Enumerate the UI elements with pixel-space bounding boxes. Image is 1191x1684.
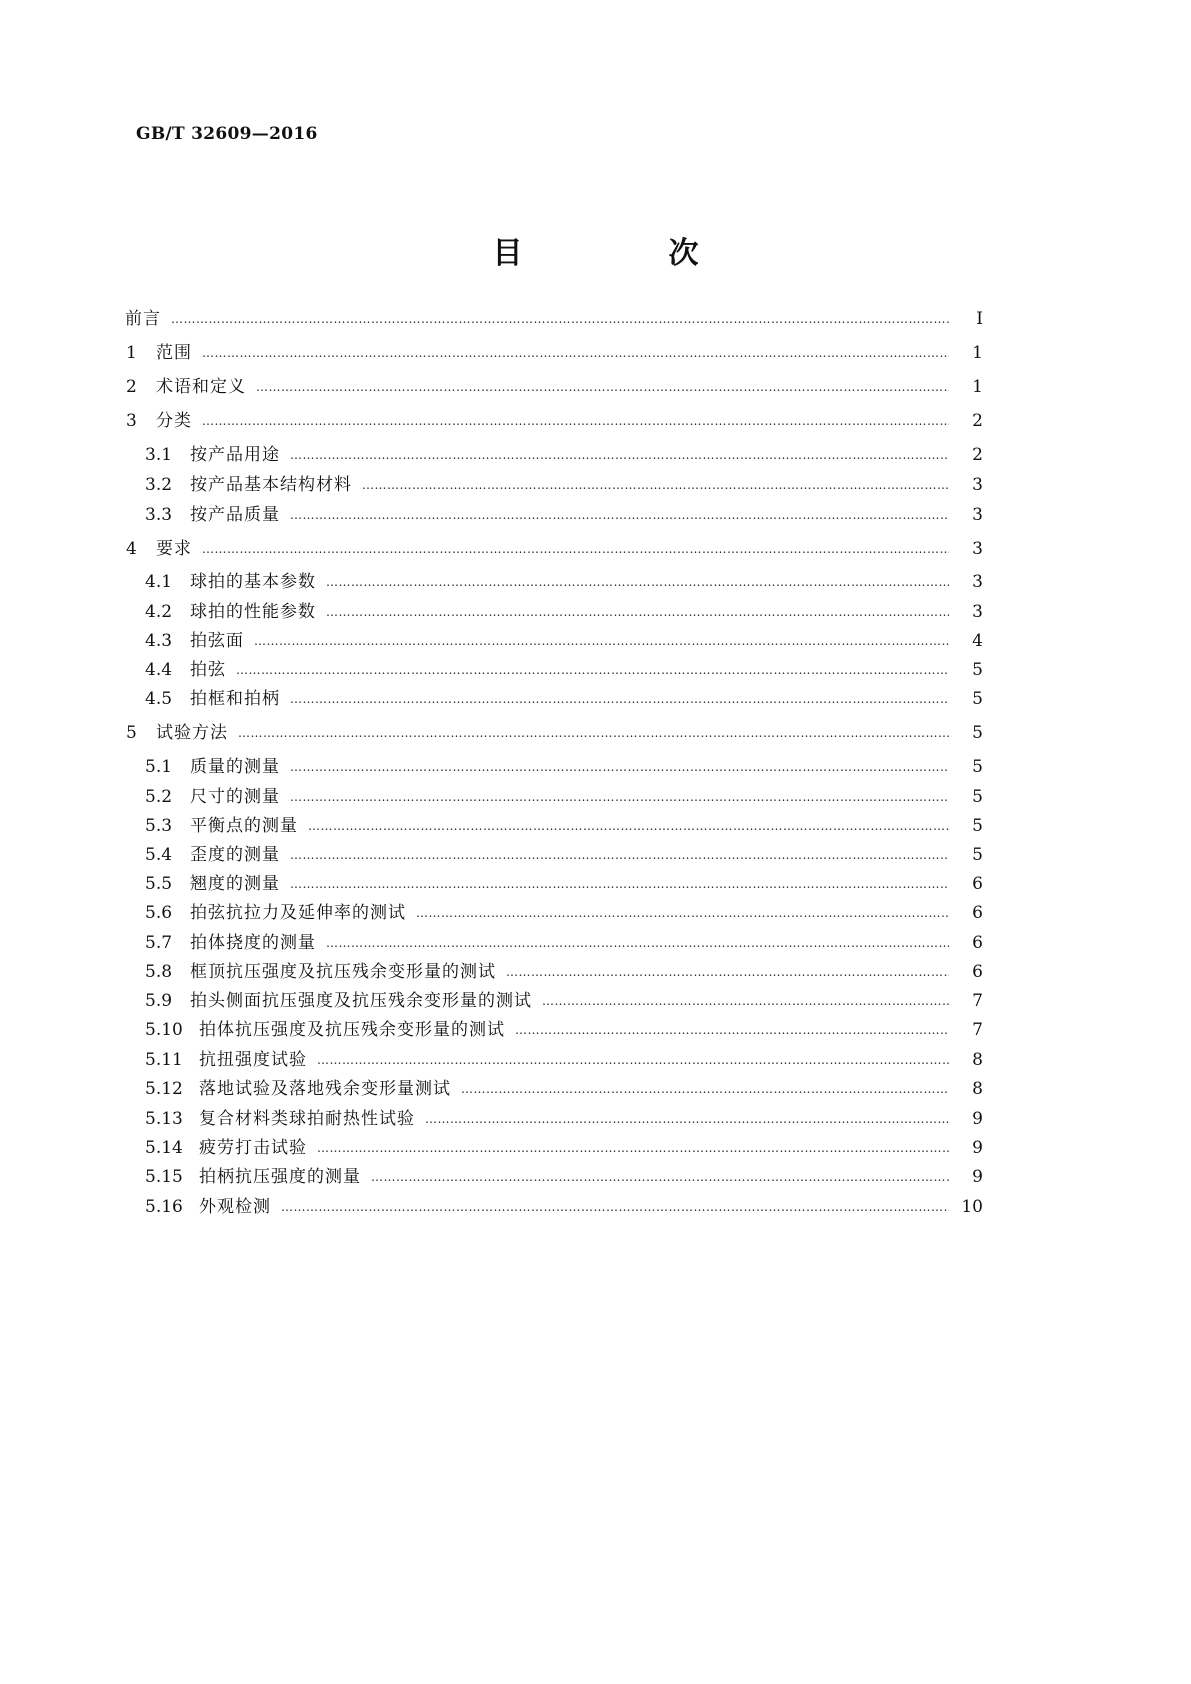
toc-entry-page: 3 xyxy=(972,475,983,495)
toc-entry-label: 范围 xyxy=(156,343,192,363)
toc-entry[interactable] xyxy=(145,628,983,654)
toc-leader-dots xyxy=(256,374,949,400)
toc-leader-dots xyxy=(290,871,949,897)
toc-entry-label: 按产品质量 xyxy=(190,505,280,525)
toc-entry-label: 拍体抗压强度及抗压残余变形量的测试 xyxy=(199,1020,505,1040)
toc-entry-label: 疲劳打击试验 xyxy=(199,1138,307,1158)
toc-entry-page: 8 xyxy=(972,1079,983,1099)
toc-entry-label: 抗扭强度试验 xyxy=(199,1050,307,1070)
toc-entry-page: 3 xyxy=(972,539,983,559)
toc-entry-page: 5 xyxy=(972,787,983,807)
toc-leader-dots xyxy=(317,1047,949,1073)
toc-entry-number: 5.4 xyxy=(145,845,173,865)
toc-entry-label: 按产品用途 xyxy=(190,445,280,465)
toc-entry-number: 5.1 xyxy=(145,757,173,777)
toc-entry-number: 4.3 xyxy=(145,631,173,651)
toc-entry-number: 5.8 xyxy=(145,962,173,982)
toc-leader-dots xyxy=(326,569,949,595)
toc-entry-page: Ⅰ xyxy=(976,309,983,329)
toc-leader-dots xyxy=(425,1106,949,1132)
page-title: 目 次 xyxy=(492,236,757,271)
toc-entry-number: 5.13 xyxy=(145,1109,183,1129)
toc-leader-dots xyxy=(290,754,949,780)
toc-entry-label: 拍弦抗拉力及延伸率的测试 xyxy=(190,903,406,923)
toc-entry-label: 术语和定义 xyxy=(156,377,246,397)
toc-entry-page: 3 xyxy=(972,602,983,622)
toc-entry-label: 落地试验及落地残余变形量测试 xyxy=(199,1079,451,1099)
toc-entry[interactable] xyxy=(145,1135,983,1161)
toc-entry[interactable] xyxy=(145,442,983,468)
toc-entry[interactable] xyxy=(145,813,983,839)
toc-entry-page: 8 xyxy=(972,1050,983,1070)
toc-entry-label: 拍弦 xyxy=(190,660,226,680)
toc-entry-page: 1 xyxy=(972,377,983,397)
toc-leader-dots xyxy=(290,442,949,468)
toc-entry[interactable] xyxy=(145,1047,983,1073)
toc-leader-dots xyxy=(371,1164,949,1190)
toc-entry-page: 5 xyxy=(972,689,983,709)
toc-entry-page: 2 xyxy=(972,411,983,431)
toc-entry-page: 9 xyxy=(972,1138,983,1158)
toc-entry-number: 4.1 xyxy=(145,572,173,592)
toc-entry-page: 7 xyxy=(972,1020,983,1040)
toc-entry[interactable] xyxy=(126,374,983,400)
toc-entry-page: 5 xyxy=(972,757,983,777)
toc-entry-number: 4.4 xyxy=(145,660,173,680)
toc-entry-label: 拍弦面 xyxy=(190,631,244,651)
toc-entry-label: 试验方法 xyxy=(156,723,228,743)
toc-entry[interactable] xyxy=(145,569,983,595)
toc-entry[interactable] xyxy=(145,472,983,498)
toc-entry[interactable] xyxy=(125,306,983,332)
toc-entry-page: 6 xyxy=(972,874,983,894)
toc-entry[interactable] xyxy=(145,502,983,528)
toc-leader-dots xyxy=(238,720,949,746)
toc-entry-page: 7 xyxy=(972,991,983,1011)
toc-entry-number: 4 xyxy=(126,539,137,559)
toc-entry[interactable] xyxy=(145,959,983,985)
toc-entry-page: 2 xyxy=(972,445,983,465)
toc-entry-page: 5 xyxy=(972,816,983,836)
toc-entry-number: 3.1 xyxy=(145,445,173,465)
toc-entry[interactable] xyxy=(145,930,983,956)
toc-entry[interactable] xyxy=(145,842,983,868)
toc-entry[interactable] xyxy=(145,1076,983,1102)
toc-entry-label: 平衡点的测量 xyxy=(190,816,298,836)
toc-entry-label: 分类 xyxy=(156,411,192,431)
toc-entry-label: 拍柄抗压强度的测量 xyxy=(199,1167,361,1187)
toc-leader-dots xyxy=(202,408,949,434)
toc-leader-dots xyxy=(506,959,949,985)
toc-entry-page: 6 xyxy=(972,962,983,982)
toc-entry-number: 5.7 xyxy=(145,933,173,953)
toc-entry-number: 3.2 xyxy=(145,475,173,495)
toc-entry[interactable] xyxy=(126,720,983,746)
toc-entry-number: 5.16 xyxy=(145,1197,183,1217)
toc-entry-label: 拍框和拍柄 xyxy=(190,689,280,709)
toc-entry-label: 翘度的测量 xyxy=(190,874,280,894)
toc-leader-dots xyxy=(515,1017,949,1043)
toc-leader-dots xyxy=(461,1076,949,1102)
toc-entry-label: 球拍的基本参数 xyxy=(190,572,316,592)
toc-entry[interactable] xyxy=(145,988,983,1014)
toc-entry-number: 5.9 xyxy=(145,991,173,1011)
toc-entry[interactable] xyxy=(145,1017,983,1043)
toc-leader-dots xyxy=(290,502,949,528)
toc-leader-dots xyxy=(542,988,949,1014)
toc-entry-number: 1 xyxy=(126,343,137,363)
toc-entry[interactable] xyxy=(126,536,983,562)
toc-entry[interactable] xyxy=(145,900,983,926)
toc-entry-number: 5 xyxy=(126,723,137,743)
toc-entry-number: 2 xyxy=(126,377,137,397)
toc-entry-number: 4.5 xyxy=(145,689,173,709)
toc-entry-number: 4.2 xyxy=(145,602,173,622)
toc-leader-dots xyxy=(202,340,949,366)
toc-entry[interactable] xyxy=(145,1106,983,1132)
toc-entry-page: 3 xyxy=(972,505,983,525)
toc-leader-dots xyxy=(362,472,949,498)
toc-entry-page: 6 xyxy=(972,903,983,923)
toc-entry-label: 尺寸的测量 xyxy=(190,787,280,807)
toc-entry-label: 前言 xyxy=(125,309,161,329)
toc-entry-page: 9 xyxy=(972,1167,983,1187)
toc-entry-number: 5.10 xyxy=(145,1020,183,1040)
standard-code: GB/T 32609—2016 xyxy=(136,124,318,144)
toc-entry[interactable] xyxy=(145,657,983,683)
toc-entry-number: 5.3 xyxy=(145,816,173,836)
toc-entry-label: 外观检测 xyxy=(199,1197,271,1217)
toc-entry-number: 5.6 xyxy=(145,903,173,923)
toc-leader-dots xyxy=(290,784,949,810)
toc-entry-page: 9 xyxy=(972,1109,983,1129)
toc-entry[interactable] xyxy=(145,1194,983,1220)
toc-entry-number: 5.15 xyxy=(145,1167,183,1187)
toc-leader-dots xyxy=(326,599,949,625)
toc-leader-dots xyxy=(171,306,949,332)
toc-entry-label: 按产品基本结构材料 xyxy=(190,475,352,495)
toc-entry-number: 5.14 xyxy=(145,1138,183,1158)
toc-entry-label: 要求 xyxy=(156,539,192,559)
toc-entry-page: 3 xyxy=(972,572,983,592)
toc-entry[interactable] xyxy=(145,599,983,625)
toc-entry-page: 10 xyxy=(961,1197,983,1217)
toc-entry-number: 5.11 xyxy=(145,1050,183,1070)
toc-leader-dots xyxy=(290,686,949,712)
toc-entry[interactable] xyxy=(145,871,983,897)
toc-entry-label: 复合材料类球拍耐热性试验 xyxy=(199,1109,415,1129)
toc-entry-number: 5.2 xyxy=(145,787,173,807)
toc-entry-page: 6 xyxy=(972,933,983,953)
toc-entry[interactable] xyxy=(145,686,983,712)
toc-entry[interactable] xyxy=(145,1164,983,1190)
toc-entry-label: 歪度的测量 xyxy=(190,845,280,865)
toc-leader-dots xyxy=(281,1194,949,1220)
toc-entry[interactable] xyxy=(145,754,983,780)
toc-entry-label: 拍头侧面抗压强度及抗压残余变形量的测试 xyxy=(190,991,532,1011)
toc-leader-dots xyxy=(236,657,949,683)
toc-entry[interactable] xyxy=(126,408,983,434)
toc-entry-page: 5 xyxy=(972,845,983,865)
toc-entry-page: 1 xyxy=(972,343,983,363)
toc-leader-dots xyxy=(308,813,949,839)
toc-leader-dots xyxy=(254,628,949,654)
toc-entry-number: 3 xyxy=(126,411,137,431)
toc-leader-dots xyxy=(317,1135,949,1161)
toc-entry-number: 5.5 xyxy=(145,874,173,894)
toc-leader-dots xyxy=(326,930,949,956)
toc-entry-number: 5.12 xyxy=(145,1079,183,1099)
toc-entry[interactable] xyxy=(126,340,983,366)
toc-entry-page: 5 xyxy=(972,723,983,743)
toc-entry-label: 框顶抗压强度及抗压残余变形量的测试 xyxy=(190,962,496,982)
toc-entry-label: 拍体挠度的测量 xyxy=(190,933,316,953)
toc-entry-label: 质量的测量 xyxy=(190,757,280,777)
toc-entry-page: 5 xyxy=(972,660,983,680)
toc-entry[interactable] xyxy=(145,784,983,810)
toc-entry-page: 4 xyxy=(972,631,983,651)
toc-entry-label: 球拍的性能参数 xyxy=(190,602,316,622)
toc-leader-dots xyxy=(416,900,949,926)
toc-entry-number: 3.3 xyxy=(145,505,173,525)
toc-leader-dots xyxy=(202,536,949,562)
toc-leader-dots xyxy=(290,842,949,868)
